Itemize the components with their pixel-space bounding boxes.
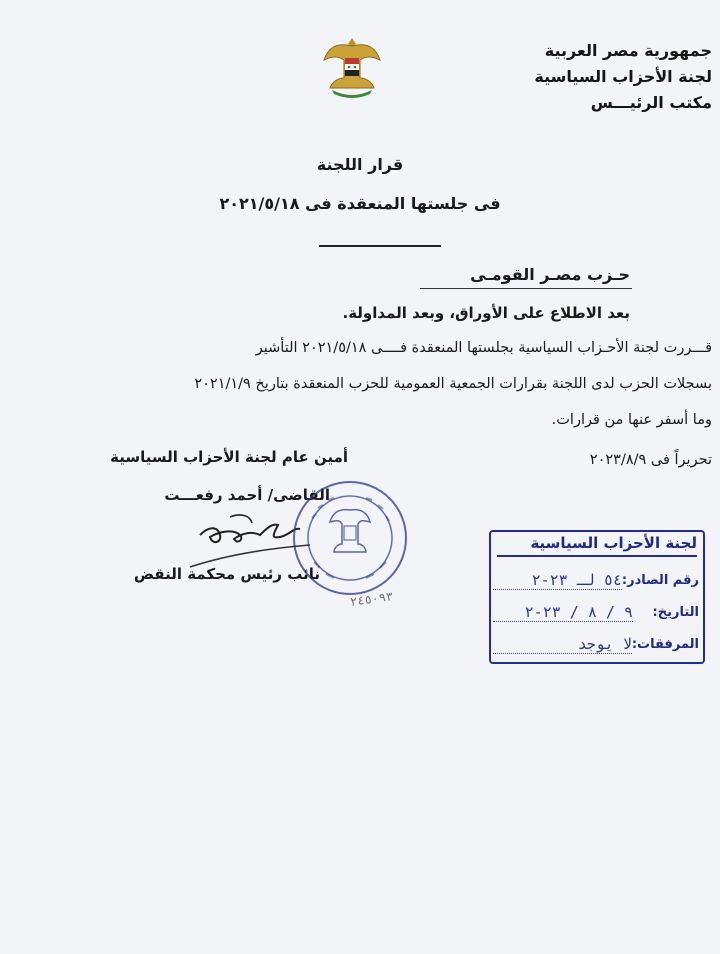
signatory-name: القاضى/ أحمد رفعـــت — [164, 486, 330, 504]
body-paragraph-4: وما أسفر عنها من قرارات. — [551, 412, 712, 428]
stamp-attachments-label: المرفقات: — [631, 636, 699, 652]
body-paragraph-1: بعد الاطلاع على الأوراق، وبعد المداولة. — [342, 304, 630, 322]
letterhead — [534, 38, 712, 116]
body-paragraph-2: قـــررت لجنة الأحـزاب السياسية بجلستها المنعقدة فــــى ٢٠٢١/٥/١٨ التأشير — [255, 340, 712, 356]
stamp-title: لجنة الأحزاب السياسية — [497, 534, 697, 557]
stamp-date-value: ٩ / ٨ / ٢٣-٢ — [493, 603, 633, 622]
eagle-emblem-icon — [322, 34, 382, 100]
issue-date: تحريراً فى ٢٠٢٣/٨/٩ — [589, 452, 712, 468]
document-subtitle: فى جلستها المنعقدة فى ٢٠٢١/٥/١٨ — [219, 194, 501, 213]
header-committee: لجنة الأحزاب السياسية — [534, 67, 712, 86]
header-office: مكتب الرئيـــس — [590, 93, 712, 112]
stamp-attachments-value: لا يوجد — [493, 635, 632, 654]
signatory-title: أمين عام لجنة الأحزاب السياسية — [110, 448, 348, 466]
official-seal-icon — [290, 478, 410, 598]
registry-stamp — [489, 530, 705, 664]
body-paragraph-3: بسجلات الحزب لدى اللجنة بقرارات الجمعية العمومية للحزب المنعقدة بتاريخ ٢٠٢١/١/٩ — [194, 376, 712, 392]
document-title: قرار اللجنة — [316, 155, 404, 174]
stamp-row-date — [493, 598, 701, 626]
stamp-date-label: التاريخ: — [652, 604, 699, 620]
party-name: حـزب مصـر القومـى — [470, 265, 630, 284]
signatory-role: نائب رئيس محكمة النقض — [133, 565, 320, 583]
stamp-issue-label: رقم الصادر: — [621, 572, 699, 588]
header-country: جمهورية مصر العربية — [544, 41, 712, 60]
party-underline — [420, 288, 632, 289]
stamp-row-attachments — [493, 630, 701, 658]
title-divider — [319, 245, 441, 247]
handwritten-number: ٢٤٥٠٩٣ — [349, 589, 395, 609]
stamp-issue-value: ٥٤ لـ ٢٣-٢ — [493, 571, 622, 590]
stamp-row-issue — [493, 566, 701, 594]
